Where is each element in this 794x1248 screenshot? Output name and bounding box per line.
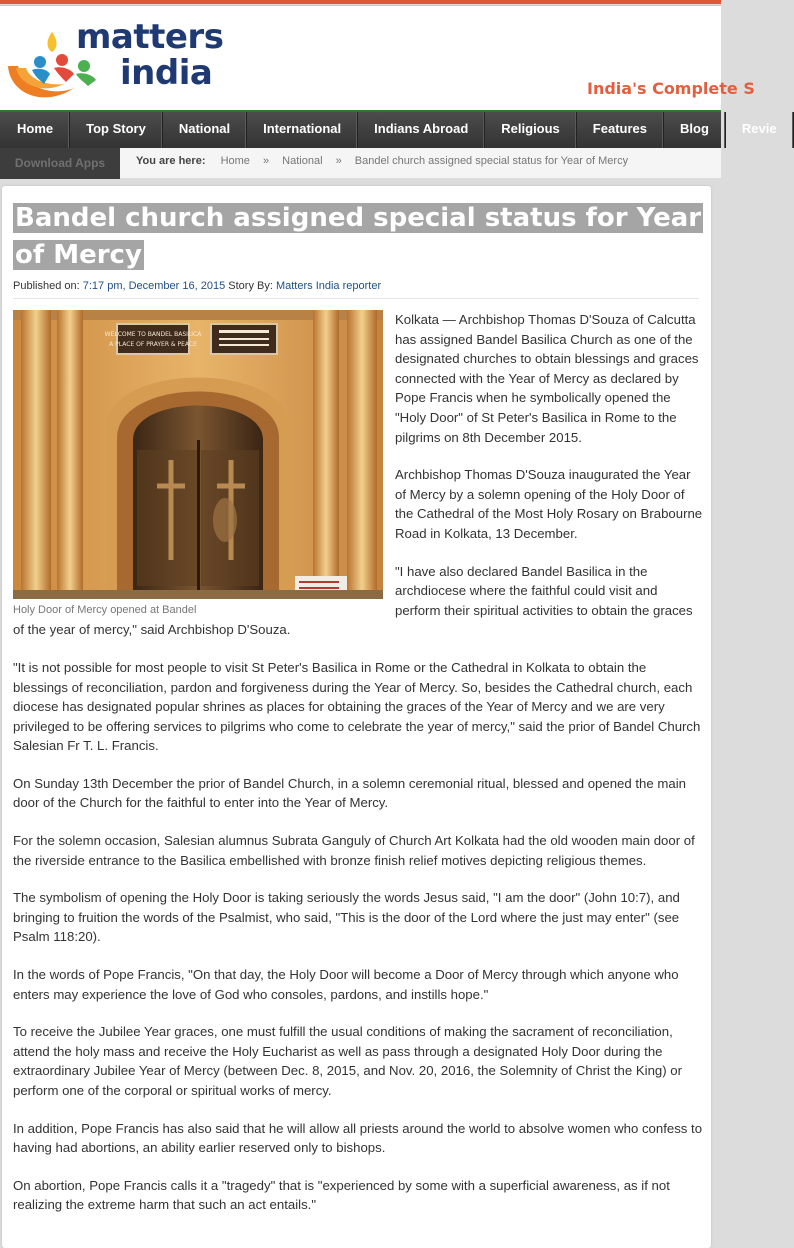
- sign-text-english-line1: WELCOME TO BANDEL BASILICA: [104, 331, 202, 338]
- nav-item-home[interactable]: Home: [0, 112, 70, 148]
- article-paragraph: In addition, Pope Francis has also said that he will allow all priests around the world to absolve women who confess to having had abortions, an ability earlier reserved only to bishops.: [13, 1120, 703, 1156]
- article-title: [13, 200, 703, 274]
- article-paragraph: Kolkata — Archbishop Thomas D'Souza of Calcutta has assigned Bandel Basilica Church as one of the designated churches to obtain blessings and graces connected with the Year of Mercy as declared by Pope Francis when he symbolically opened the "Holy Door" of St Peter's Basilica in Rome to the pilgrims on 8th December 2015.: [395, 312, 699, 445]
- nav-item-religious[interactable]: Religious: [485, 112, 577, 148]
- article-paragraph: On Sunday 13th December the prior of Bandel Church, in a solemn ceremonial ritual, blessed and opened the main door of the Church for the faithful to enter into the Year of Mercy.: [13, 775, 686, 811]
- article-body: [13, 310, 703, 1233]
- published-label: Published on:: [13, 280, 80, 292]
- main-nav: [0, 110, 777, 148]
- story-by-label: Story By:: [228, 280, 273, 292]
- article-meta: [13, 280, 381, 292]
- nav-item-international[interactable]: International: [247, 112, 358, 148]
- article-figure: [13, 310, 395, 617]
- image-caption: Holy Door of Mercy opened at Bandel: [13, 604, 197, 616]
- article-paragraph: The symbolism of opening the Holy Door is taking seriously the words Jesus said, "I am the door" (John 10:7), and bringing to fruition the words of the Psalmist, who said, "This is the door of the Lord where the just may enter" (see Psalm 118:20).: [13, 890, 680, 945]
- article-title-text: Bandel church assigned special status for Year of Mercy: [15, 203, 702, 270]
- breadcrumb-current: Bandel church assigned special status for Year of Mercy: [354, 155, 629, 167]
- top-accent-line: [0, 0, 721, 4]
- site-name[interactable]: [76, 17, 224, 93]
- breadcrumb-home[interactable]: Home: [220, 155, 250, 167]
- article-paragraph: "I have also declared Bandel Basilica in the archdiocese where the faithful could visit and perform their spiritual activities to obtain the graces of the year of mercy," said Archbishop D'Souza.: [13, 563, 693, 638]
- author-link[interactable]: Matters India reporter: [275, 280, 382, 292]
- breadcrumb-bar: [0, 148, 721, 179]
- article-paragraph: In the words of Pope Francis, "On that day, the Holy Door will become a Door of Mercy through which anyone who enters may experience the love of God who consoles, pardons, and instills hope.": [13, 967, 679, 1002]
- download-apps-button[interactable]: Download Apps: [0, 148, 120, 179]
- breadcrumb-separator: »: [262, 155, 270, 167]
- article-paragraph: For the solemn occasion, Salesian alumnus Subrata Ganguly of Church Art Kolkata had the old wooden main door of the riverside entrance to the Basilica embellished with bronze finish relief motives depicting religious themes.: [13, 833, 695, 868]
- article-paragraph: On abortion, Pope Francis calls it a "tragedy" that is "experienced by some with a superficial awareness, as if not realizing the extreme harm that such an act entails.": [13, 1177, 670, 1213]
- holy-door-photo[interactable]: [13, 310, 383, 599]
- published-date-link[interactable]: 7:17 pm, December 16, 2015: [82, 280, 226, 292]
- site-tagline: India's Complete S: [587, 79, 755, 98]
- breadcrumb-national[interactable]: National: [282, 155, 323, 167]
- nav-item-indians-abroad[interactable]: Indians Abroad: [358, 112, 485, 148]
- nav-item-national[interactable]: National: [163, 112, 247, 148]
- article-container: [2, 186, 711, 1248]
- nav-item-top-story[interactable]: Top Story: [70, 112, 163, 148]
- site-header: [0, 6, 755, 110]
- site-name-line1: matters: [76, 17, 224, 57]
- nav-item-blog[interactable]: Blog: [664, 112, 726, 148]
- nav-item-reviews[interactable]: Revie: [726, 112, 794, 148]
- article-paragraph: "It is not possible for most people to visit St Peter's Basilica in Rome or the Cathedral in Kolkata to obtain the blessings of reconciliation, pardon and forgiveness during the Year of Mercy. So, besides the Cathedral church, each diocese has designated popular shrines as places for obtaining the graces of the Year of Mercy and we are very privileged to be offering services to pilgrims who come to celebrate the year of mercy," said the prior of Bandel Church Salesian Fr T. L. Francis.: [13, 659, 701, 754]
- breadcrumb: [136, 148, 628, 178]
- nav-item-features[interactable]: Features: [577, 112, 664, 148]
- sign-text-english-line2: A PLACE OF PRAYER & PEACE: [109, 341, 197, 348]
- breadcrumb-separator: »: [335, 155, 342, 167]
- article-paragraph: Archbishop Thomas D'Souza inaugurated the Year of Mercy by a solemn opening of the Holy Door of the Cathedral of the Most Holy Rosary on Brabourne Road in Kolkata, 13 December.: [395, 467, 703, 541]
- article-paragraph: To receive the Jubilee Year graces, one must fulfill the usual conditions of making the sacrament of reconciliation, attend the holy mass and receive the Holy Eucharist as well as pass through a designated Holy Door during the extraordinary Jubilee Year of Mercy (between Dec. 8, 2015, and Nov. 20, 2016, the Solemnity of Christ the King) or perform one of the corporal or spiritual works of mercy.: [13, 1024, 683, 1098]
- breadcrumb-label: You are here:: [136, 155, 206, 167]
- site-name-line2: india: [120, 53, 213, 93]
- meta-divider: [13, 298, 699, 299]
